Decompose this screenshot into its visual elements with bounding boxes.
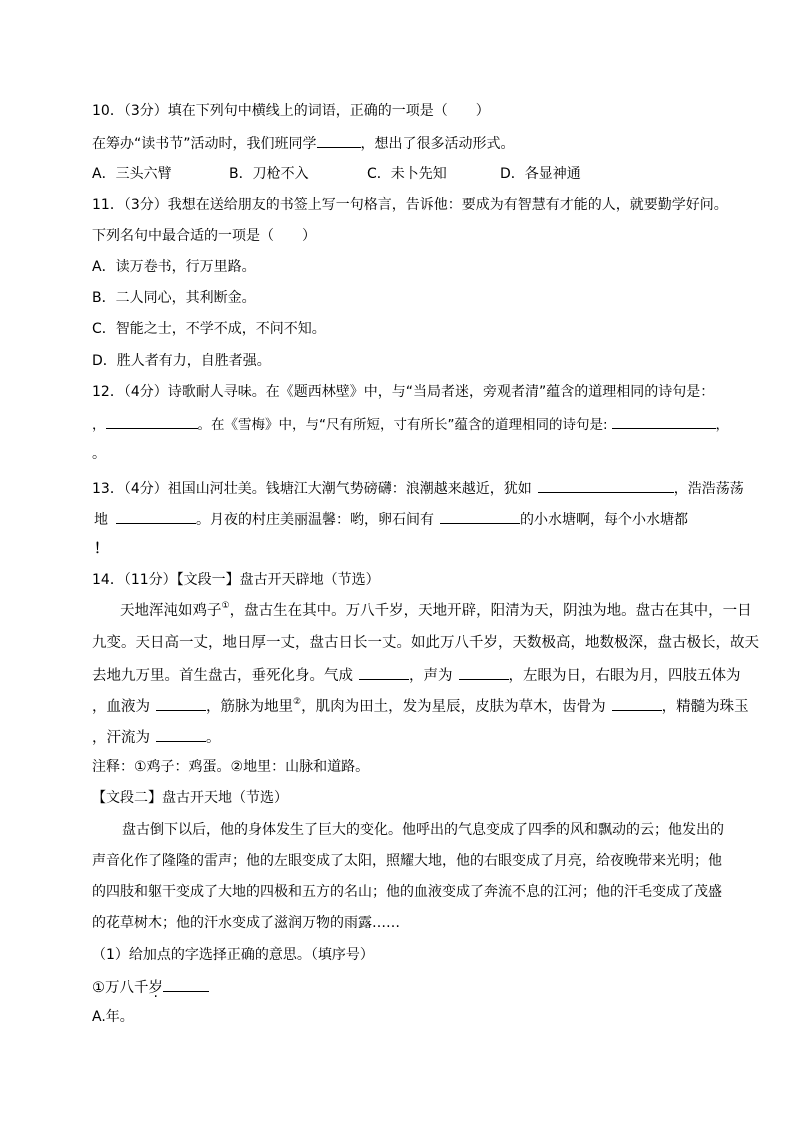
q10-option-c[interactable]: C．未卜先知 — [367, 166, 447, 182]
q10-blank[interactable] — [317, 133, 361, 148]
q14-p1-line2: 九变。天日高一丈，地日厚一丈，盘古日长一丈。如此万八千岁，天数极高，地数极深，盘古极长，故天 — [92, 635, 759, 651]
q11-option-a[interactable]: A．读万卷书，行万里路。 — [92, 259, 256, 275]
q10-option-d[interactable]: D．各显神通 — [500, 166, 581, 182]
q14-blank-sheng[interactable] — [459, 665, 509, 680]
q11-stem2: 下列名句中最合适的一项是（ ） — [92, 228, 316, 244]
footnote-mark-2: ② — [293, 697, 302, 707]
q12-line2-a: ， — [92, 417, 106, 433]
q13-blank-1[interactable] — [538, 478, 674, 493]
q14-p1-l5-b: 。 — [206, 730, 221, 746]
q14-sub1: （1）给加点的字选择正确的意思。（填序号） — [92, 947, 374, 963]
q13-line2 — [92, 509, 688, 529]
q11-option-d[interactable]: D．胜人者有力，自胜者强。 — [92, 353, 271, 369]
q14-p1-line1 — [120, 602, 752, 622]
q14-heading: 14．（11分）【文段一】盘古开天辟地（节选） — [92, 572, 380, 588]
q14-sub1-item — [92, 977, 209, 997]
q12-blank-1[interactable] — [106, 414, 198, 429]
q13-blank-3[interactable] — [440, 509, 520, 524]
q14-p2-line4: 的花草树木；他的汗水变成了滋润万物的雨露…… — [92, 915, 400, 931]
q14-sub1-blank[interactable] — [163, 977, 209, 992]
q10-sentence — [92, 133, 515, 153]
q11-stem: 11．（3分）我想在送给朋友的书签上写一句格言，告诉他：要成为有智慧有才能的人，就要勤学好问。 — [92, 197, 728, 213]
q10-stem: 10．（3分）填在下列句中横线上的词语，正确的一项是（ ） — [92, 103, 490, 119]
q12-line3: 。 — [92, 446, 106, 462]
q12-stem: 12．（4分）诗歌耐人寻味。在《题西林壁》中，与“当局者迷，旁观者清”蕴含的道理相同的诗句是： — [92, 384, 715, 400]
q12-line2-b: 。在《雪梅》中，与“尺有所短，寸有所长”蕴含的道理相同的诗句是: — [197, 417, 608, 433]
q13-blank-2[interactable] — [116, 509, 196, 524]
q14-note: 注释：①鸡子：鸡蛋。②地里：山脉和道路。 — [92, 759, 370, 775]
q14-p1-l3-a: 去地九万里。首生盘古，垂死化身。气成 — [92, 668, 353, 684]
q13-line2-a: 地 — [94, 512, 108, 528]
q10-option-a[interactable]: A．三头六臂 — [92, 166, 172, 182]
q14-p1-l5-a: ，汗流为 — [92, 730, 150, 746]
q14-p2-line2: 声音化作了隆隆的雷声；他的左眼变成了太阳，照耀大地，他的右眼变成了月亮，给夜晚带来光明；他 — [92, 853, 722, 869]
q13-line3: ！ — [94, 541, 108, 557]
q14-p1-l4-d: ，精髓为珠玉 — [661, 699, 749, 715]
q14-p2-line3: 的四肢和躯干变成了大地的四极和五方的名山；他的血液变成了奔流不息的江河；他的汗毛变成了茂盛 — [92, 884, 722, 900]
q14-sub1-item-a: ①万八千 — [92, 980, 149, 996]
q10-sentence-b: ，想出了很多活动形式。 — [360, 136, 515, 152]
q14-blank-qi[interactable] — [359, 665, 409, 680]
q14-blank-xueye[interactable] — [156, 696, 206, 711]
q14-p1-l3-b: ，声为 — [409, 668, 453, 684]
q12-blank-2[interactable] — [612, 414, 716, 429]
q11-option-b[interactable]: B．二人同心，其利断金。 — [92, 290, 256, 306]
q14-p1-l4-c: ，肌肉为田土，发为星辰，皮肤为草木，齿骨为 — [301, 699, 606, 715]
q13-line1-a: 13．（4分）祖国山河壮美。钱塘江大潮气势磅礴：浪潮越来越近，犹如 — [92, 481, 532, 497]
q14-blank-chigu[interactable] — [612, 696, 662, 711]
q13-line2-c: 的小水塘啊，每个小水塘都 — [520, 512, 688, 528]
q14-p1-l3-c: ，左眼为日，右眼为月，四肢五体为 — [508, 668, 741, 684]
q12-line2 — [92, 414, 729, 434]
q13-line2-b: 。月夜的村庄美丽温馨：哟，卵石间有 — [196, 512, 434, 528]
q14-p1-l1-b: ，盘古生在其中。万八千岁，天地开辟，阳清为天，阴浊为地。盘古在其中，一日 — [229, 603, 752, 619]
q14-p2-line1: 盘古倒下以后，他的身体发生了巨大的变化。他呼出的气息变成了四季的风和飘动的云；他发出的 — [122, 822, 724, 838]
q14-p1-line4 — [92, 696, 749, 718]
q14-blank-hanliu[interactable] — [156, 727, 206, 742]
q14-p1-l4-b: ，筋脉为地里 — [206, 699, 293, 715]
q12-line2-c: ， — [715, 417, 730, 433]
q14-p1-line5 — [92, 727, 221, 747]
q10-option-b[interactable]: B．刀枪不入 — [229, 166, 309, 182]
q13-line1 — [92, 478, 744, 498]
q11-option-c[interactable]: C．智能之士，不学不成，不问不知。 — [92, 321, 326, 337]
q14-p1-l1-a: 天地浑沌如鸡子 — [120, 603, 222, 619]
q14-p1-l4-a: ，血液为 — [92, 699, 150, 715]
q14-option-a[interactable]: A.年。 — [92, 1009, 134, 1025]
q14-heading2: 【文段二】盘古开天地（节选） — [92, 790, 288, 806]
q13-line1-b: ，浩浩荡荡 — [673, 481, 744, 497]
dotted-char: 岁 — [148, 980, 163, 996]
q14-p1-line3 — [92, 665, 741, 685]
footnote-mark-1: ① — [221, 601, 230, 611]
q10-sentence-a: 在筹办“读书节”活动时，我们班同学 — [92, 136, 317, 152]
